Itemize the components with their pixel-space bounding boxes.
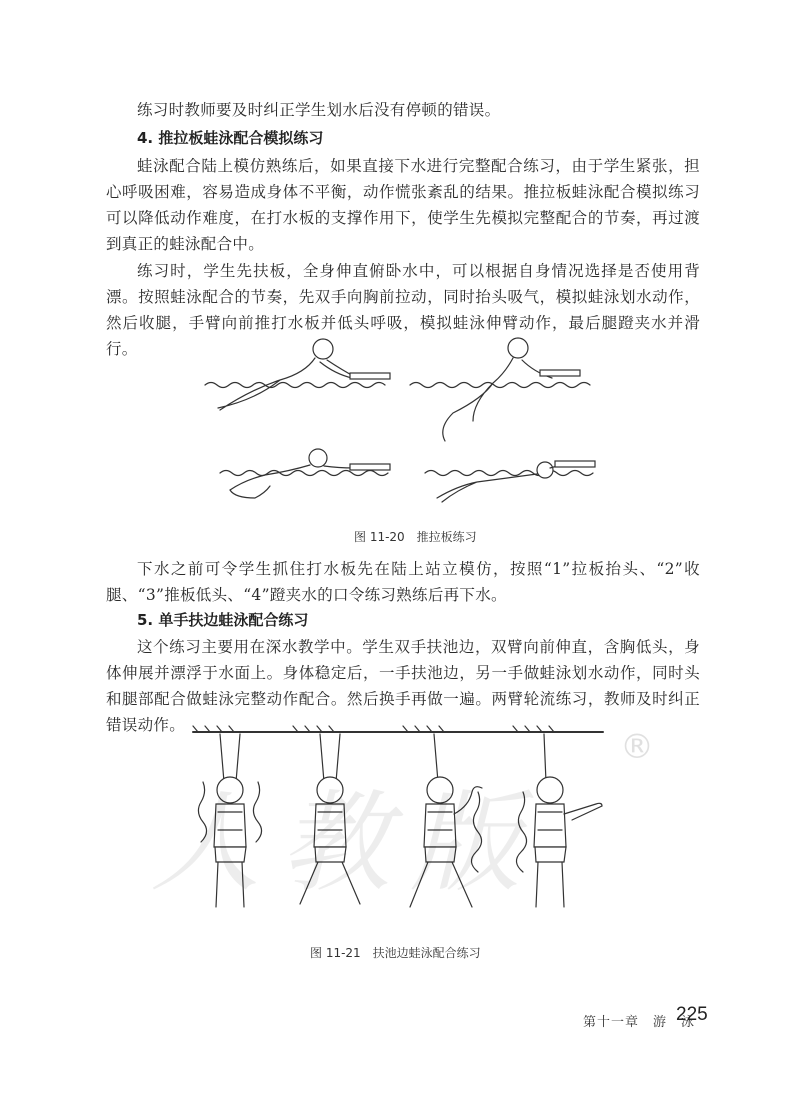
publisher-watermark: 人教版: [150, 779, 540, 907]
section-heading-5: 5. 单手扶边蛙泳配合练习: [137, 611, 309, 629]
water-wave: [220, 471, 388, 476]
paragraph-2: 蛙泳配合陆上模仿熟练后，如果直接下水进行完整配合练习，由于学生紧张，担心呼吸困难，容易造成身体不平衡，动作慌张紊乱的结果。推拉板蛙泳配合模拟练习可以降低动作难度，在打水板的支撑作用下，使学生先模拟完整配合的节奏，再过渡到真正的蛙泳配合中。: [106, 157, 700, 253]
water-wave: [425, 471, 593, 476]
kickboard: [540, 370, 580, 376]
swimmer-body: [437, 474, 537, 502]
swimmer-body: [218, 358, 315, 410]
swimmer-head: [313, 339, 333, 359]
figure-11-21-caption: 图 11-21 扶池边蛙泳配合练习: [310, 946, 481, 960]
water-wave: [205, 383, 385, 388]
footer-chapter-title: 第十一章 游 泳: [583, 1015, 696, 1030]
figure-11-20-illustration: [200, 330, 600, 520]
paragraph-3: 练习时，学生先扶板，全身伸直俯卧水中，可以根据自身情况选择是否使用背漂。按照蛙泳配合的节奏，先双手向胸前拉动，同时抬头吸气，模拟蛙泳划水动作，然后收腿，手臂向前推打水板并低头呼吸，模拟蛙泳伸臂动作，最后腿蹬夹水并滑行。: [106, 262, 700, 358]
kickboard: [350, 464, 390, 470]
section-heading-4: 4. 推拉板蛙泳配合模拟练习: [137, 129, 324, 147]
paragraph-1: 练习时教师要及时纠正学生划水后没有停顿的错误。: [137, 101, 501, 119]
swimmer-head: [508, 338, 528, 358]
swimmer-body: [443, 358, 513, 441]
paragraph-5: 这个练习主要用在深水教学中。学生双手扶池边，双臂向前伸直，含胸低头，身体伸展并漂浮于水面上。身体稳定后，一手扶池边，另一手做蛙泳划水动作，同时头和腿部配合做蛙泳完整动作配合。然后换手再做一遍。两臂轮流练习，教师及时纠正错误动作。: [106, 638, 700, 734]
figure-11-20-caption: 图 11-20 推拉板练习: [354, 530, 477, 544]
water-wave: [410, 383, 590, 388]
swimmer-head: [537, 462, 553, 478]
paragraph-4: 下水之前可令学生抓住打水板先在陆上站立模仿，按照“1”拉板抬头、“2”收腿、“3”推板低头、“4”蹬夹水的口令练习熟练后再下水。: [106, 560, 700, 604]
swimmer-head: [309, 449, 327, 467]
kickboard: [350, 373, 390, 379]
footer-page-number: 225: [676, 1004, 708, 1025]
kickboard: [555, 461, 595, 467]
registered-mark: ®: [620, 727, 654, 767]
